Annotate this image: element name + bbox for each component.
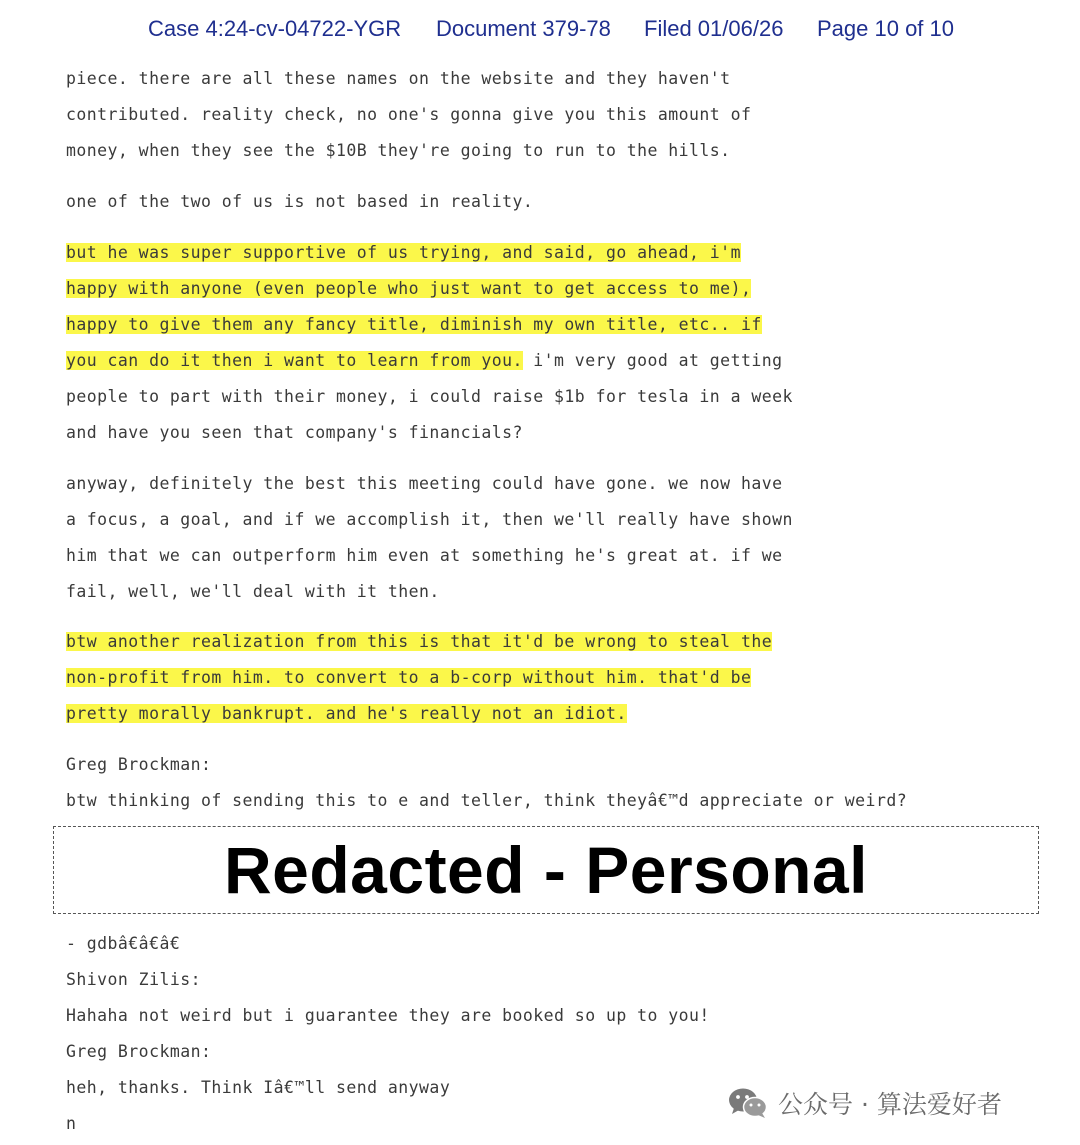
text-line: n [66,1114,77,1133]
highlight: happy with anyone (even people who just want to get access to me), [66,279,752,298]
watermark [728,1083,1002,1123]
speaker-label: Greg Brockman: [66,1042,212,1061]
text-line: fail, well, we'll deal with it then. [66,582,440,601]
highlight: you can do it then i want to learn from you. [66,351,523,370]
speaker-label: Shivon Zilis: [66,970,201,989]
highlighted-line [66,668,751,688]
highlighted-line [66,315,762,335]
text-line: and have you seen that company's financials? [66,423,523,442]
redaction-box [53,826,1039,914]
text-line: money, when they see the $10B they're going to run to the hills. [66,141,731,160]
watermark-text: 公众号 · 算法爱好者 [778,1090,1002,1119]
text-line: a focus, a goal, and if we accomplish it, then we'll really have shown [66,510,793,529]
highlight: but he was super supportive of us trying, and said, go ahead, i'm [66,243,741,262]
text-line: people to part with their money, i could raise $1b for tesla in a week [66,387,793,406]
case-number: Case 4:24-cv-04722-YGR [148,16,402,41]
text-line: him that we can outperform him even at something he's great at. if we [66,546,783,565]
speaker-label: Greg Brockman: [66,755,212,774]
wechat-icon [728,1086,768,1120]
text-line: Hahaha not weird but i guarantee they are booked so up to you! [66,1006,710,1025]
filed-date: Filed 01/06/26 [644,16,784,41]
document-number: Document 379-78 [436,16,611,41]
text-line: piece. there are all these names on the website and they haven't [66,69,731,88]
highlighted-line [66,243,741,263]
highlighted-line [66,704,627,724]
text-line: one of the two of us is not based in reality. [66,192,534,211]
highlighted-line [66,632,772,652]
text-line: heh, thanks. Think Iâ€™ll send anyway [66,1078,451,1097]
highlight: non-profit from him. to convert to a b-corp without him. that'd be [66,668,752,687]
redaction-label: Redacted - Personal [223,833,869,907]
text-line: contributed. reality check, no one's gonna give you this amount of [66,105,752,124]
highlighted-line [66,279,751,299]
text-line: - gdbâ€â€â€ [66,934,181,953]
text-line [66,351,783,371]
page-number: Page 10 of 10 [817,16,955,41]
highlight: happy to give them any fancy title, diminish my own title, etc.. if [66,315,762,334]
highlight: pretty morally bankrupt. and he's really not an idiot. [66,704,627,723]
text-line: anyway, definitely the best this meeting could have gone. we now have [66,474,783,493]
text-segment: i'm very good at getting [522,351,783,370]
text-line: btw thinking of sending this to e and teller, think theyâ€™d appreciate or weird? [66,791,908,810]
highlight: btw another realization from this is that it'd be wrong to steal the [66,632,773,651]
